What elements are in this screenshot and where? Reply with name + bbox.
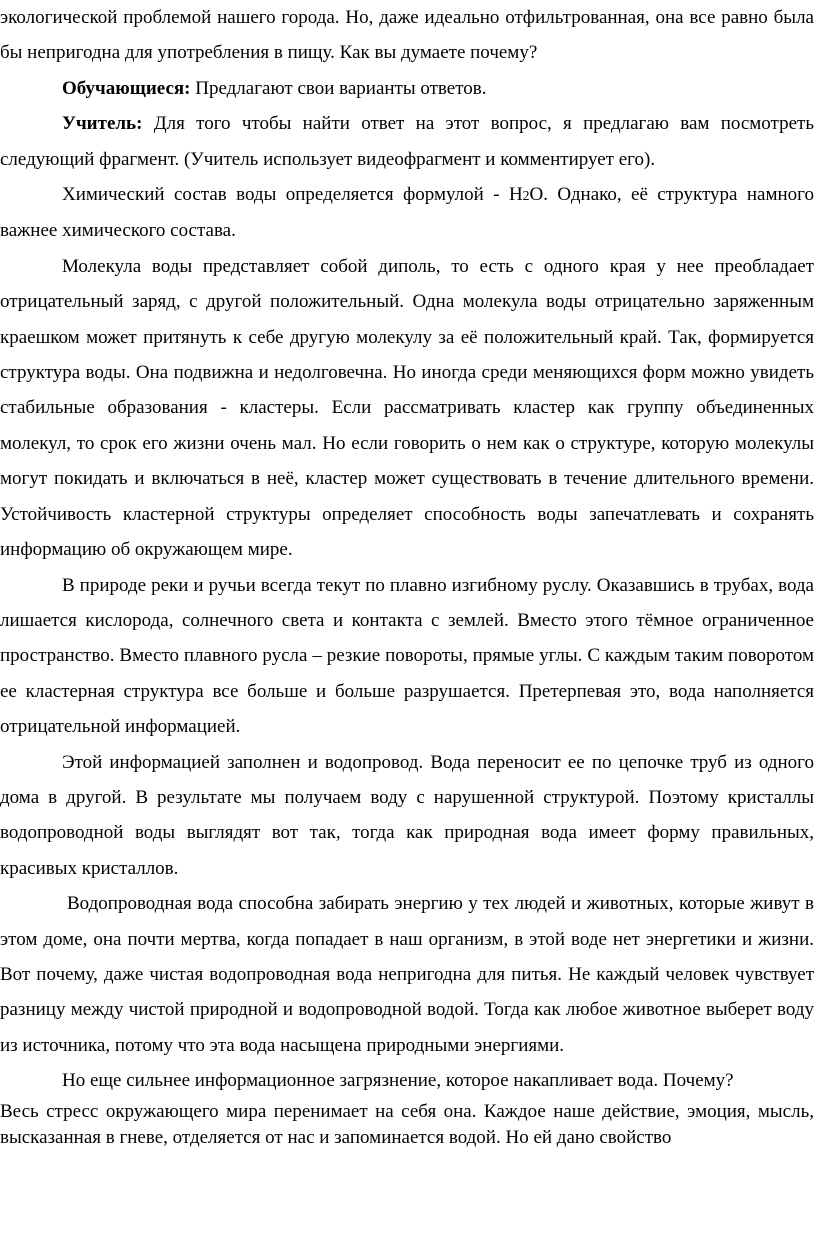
paragraph-text: Весь стресс окружающего мира перенимает на себя она. Каждое наше действие, эмоция, мысль, высказанная в гневе, отделяется от нас и запоминается водой. Но ей дано свойство — [0, 1100, 814, 1148]
paragraph-stress-memory — [0, 1099, 816, 1151]
paragraph-text: Этой информацией заполнен и водопровод. Вода переносит ее по цепочке труб из одного дома в другой. В результате мы получаем воду с нарушенной структурой. Поэтому кристаллы водопроводной воды выглядят вот так, тогда как природная вода имеет форму правильных, красивых кристаллов. — [0, 751, 814, 879]
paragraph-water-supply — [0, 745, 816, 887]
speaker-label: Обучающиеся: — [62, 77, 191, 99]
speaker-label: Учитель: — [62, 113, 143, 135]
paragraph-tap-water-energy — [0, 886, 816, 1063]
formula-subscript: 2 — [522, 188, 530, 204]
paragraph-text: Молекула воды представляет собой диполь, то есть с одного края у нее преобладает отрицательный заряд, с другой положительный. Одна молекула воды отрицательно заряженным краешком может притянуть к себе другую молекулу за её положительный край. Так, формируется структура воды. Она подвижна и недолговечна. Но иногда среди меняющихся форм можно увидеть стабильные образования - кластеры. Если рассматривать кластер как группу объединенных молекул, то срок его жизни очень мал. Но если говорить о нем как о структуре, которую молекулы могут покидать и включаться в неё, кластер может существовать в течение длительного времени. Устойчивость кластерной структуры определяет способность воды запечатлевать и сохранять информацию об окружающем мире. — [0, 255, 814, 561]
paragraph-text: В природе реки и ручьи всегда текут по плавно изгибному руслу. Оказавшись в трубах, вода лишается кислорода, солнечного света и контакта с землей. Вместо этого тёмное ограниченное пространство. Вместо плавного русла – резкие повороты, прямые углы. С каждым таким поворотом ее кластерная структура все больше и больше разрушается. Претерпевая это, вода наполняется отрицательной информацией. — [0, 574, 814, 738]
paragraph-text-after-formula: О. Однако, её структура намного важнее химического состава. — [0, 184, 814, 242]
paragraph-text: Для того чтобы найти ответ на этот вопрос, я предлагаю вам посмотреть следующий фрагмент. (Учитель использует видеофрагмент и комментирует его). — [0, 113, 814, 170]
paragraph-text: Но еще сильнее информационное загрязнение, которое накапливает вода. Почему? — [62, 1070, 734, 1092]
paragraph-text: экологической проблемой нашего города. Но, даже идеально отфильтрованная, она все равно была бы непригодна для употребления в пищу. Как вы думаете почему? — [0, 7, 814, 64]
paragraph-rivers-pipes — [0, 568, 816, 745]
paragraph-text: Водопроводная вода способна забирать энергию у тех людей и животных, которые живут в этом доме, она почти мертва, когда попадает в наш организм, в этой воде нет энергетики и жизни. Вот почему, даже чистая водопроводная вода непригодна для питья. Не каждый человек чувствует разницу между чистой природной и водопроводной водой. Тогда как любое животное выберет воду из источника, потому что эта вода насыщена природными энергиями. — [0, 893, 814, 1056]
paragraph-text-before-formula: Химический состав воды определяется формулой - Н — [62, 184, 523, 206]
paragraph-chemical-formula — [0, 177, 816, 249]
paragraph-information-pollution — [0, 1063, 816, 1098]
paragraph-teacher-remark — [0, 106, 816, 177]
paragraph-water-molecule — [0, 249, 816, 568]
paragraph-students-reply — [0, 71, 816, 106]
paragraph-text: Предлагают свои варианты ответов. — [190, 77, 487, 99]
paragraph-continuation — [0, 0, 816, 71]
